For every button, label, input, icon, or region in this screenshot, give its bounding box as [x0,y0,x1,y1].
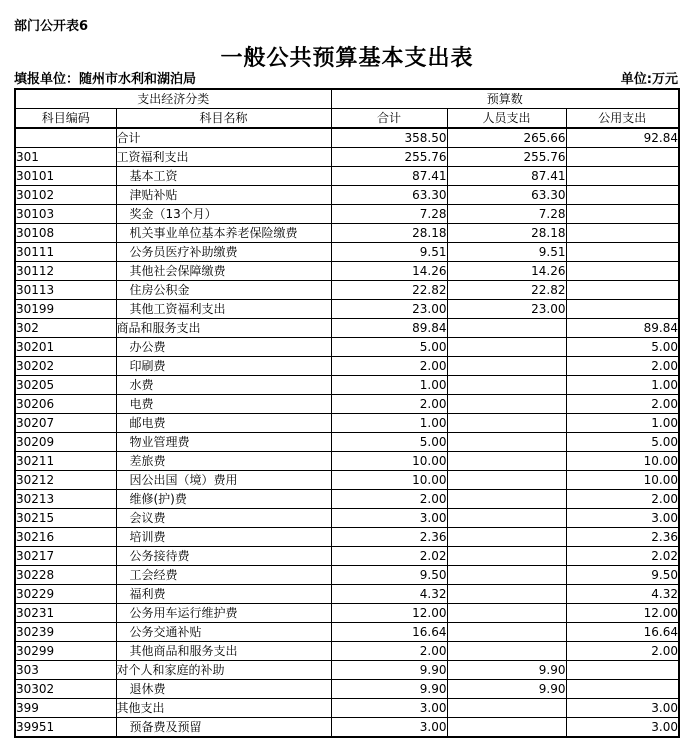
cell-personnel: 23.00 [447,300,566,319]
cell-subject-code: 30231 [15,604,116,623]
table-header [15,89,679,128]
cell-subject-code: 30211 [15,452,116,471]
cell-personnel [447,357,566,376]
cell-subject-code: 399 [15,699,116,718]
cell-public [566,224,679,243]
meta-row [14,68,678,87]
unit-label: 单位:万元 [620,72,678,87]
table-row [15,414,679,433]
cell-subject-name: 公务接待费 [116,547,331,566]
cell-subject-code: 30202 [15,357,116,376]
cell-subject-name: 差旅费 [116,452,331,471]
cell-total: 2.00 [331,395,447,414]
cell-public [566,186,679,205]
cell-public: 89.84 [566,319,679,338]
cell-subject-code: 30209 [15,433,116,452]
cell-total: 2.36 [331,528,447,547]
table-row [15,224,679,243]
cell-personnel [447,642,566,661]
page-title: 一般公共预算基本支出表 [220,46,474,71]
cell-total: 2.00 [331,357,447,376]
cell-subject-code: 30302 [15,680,116,699]
cell-total: 12.00 [331,604,447,623]
header-columns-row [15,109,679,129]
cell-total: 9.51 [331,243,447,262]
cell-subject-code: 30217 [15,547,116,566]
cell-subject-name: 维修(护)费 [116,490,331,509]
cell-personnel [447,699,566,718]
header-personnel-expenditure: 人员支出 [447,109,566,129]
cell-public: 1.00 [566,414,679,433]
cell-subject-name: 水费 [116,376,331,395]
cell-personnel: 265.66 [447,128,566,148]
table-row [15,661,679,680]
cell-personnel [447,547,566,566]
cell-total: 1.00 [331,414,447,433]
cell-personnel [447,433,566,452]
cell-subject-name: 工资福利支出 [116,148,331,167]
cell-public: 5.00 [566,338,679,357]
cell-subject-code: 30113 [15,281,116,300]
cell-personnel [447,319,566,338]
cell-personnel [447,718,566,738]
cell-public: 9.50 [566,566,679,585]
cell-subject-code: 30112 [15,262,116,281]
table-row [15,718,679,738]
cell-public: 16.64 [566,623,679,642]
cell-public: 3.00 [566,509,679,528]
table-row [15,281,679,300]
reporting-unit: 填报单位：随州市水利和湖泊局 [14,72,197,87]
header-subject-code: 科目编码 [15,109,116,129]
cell-public [566,148,679,167]
cell-total: 7.28 [331,205,447,224]
cell-subject-code: 30199 [15,300,116,319]
cell-total: 9.90 [331,680,447,699]
cell-personnel [447,566,566,585]
cell-personnel [447,623,566,642]
cell-total: 9.50 [331,566,447,585]
cell-subject-code: 30212 [15,471,116,490]
cell-total: 10.00 [331,471,447,490]
cell-total: 255.76 [331,148,447,167]
cell-personnel: 9.51 [447,243,566,262]
cell-public: 4.32 [566,585,679,604]
cell-public: 2.00 [566,395,679,414]
cell-subject-name: 津贴补贴 [116,186,331,205]
cell-total: 22.82 [331,281,447,300]
cell-public: 10.00 [566,471,679,490]
cell-total: 1.00 [331,376,447,395]
table-row [15,357,679,376]
cell-personnel [447,528,566,547]
cell-public [566,680,679,699]
cell-public [566,262,679,281]
table-row [15,604,679,623]
cell-subject-name: 公务员医疗补助缴费 [116,243,331,262]
cell-subject-name: 培训费 [116,528,331,547]
cell-subject-name: 基本工资 [116,167,331,186]
cell-total: 2.00 [331,642,447,661]
cell-subject-name: 商品和服务支出 [116,319,331,338]
cell-subject-name: 机关事业单位基本养老保险缴费 [116,224,331,243]
table-row [15,566,679,585]
cell-personnel [447,376,566,395]
cell-total: 9.90 [331,661,447,680]
cell-subject-name: 印刷费 [116,357,331,376]
cell-public: 92.84 [566,128,679,148]
cell-total: 28.18 [331,224,447,243]
cell-subject-code: 30299 [15,642,116,661]
cell-public: 2.00 [566,357,679,376]
cell-total: 10.00 [331,452,447,471]
cell-subject-code: 30102 [15,186,116,205]
cell-subject-code: 30101 [15,167,116,186]
cell-total: 3.00 [331,509,447,528]
cell-subject-code: 30228 [15,566,116,585]
table-row [15,490,679,509]
cell-subject-name: 预备费及预留 [116,718,331,738]
cell-subject-name: 其他支出 [116,699,331,718]
cell-total: 14.26 [331,262,447,281]
cell-personnel [447,509,566,528]
cell-public: 2.00 [566,490,679,509]
cell-subject-name: 对个人和家庭的补助 [116,661,331,680]
cell-personnel: 255.76 [447,148,566,167]
table-row [15,433,679,452]
cell-total: 5.00 [331,433,447,452]
table-row [15,148,679,167]
cell-personnel: 22.82 [447,281,566,300]
cell-subject-name: 物业管理费 [116,433,331,452]
cell-subject-name: 其他工资福利支出 [116,300,331,319]
cell-public: 2.00 [566,642,679,661]
cell-subject-code: 302 [15,319,116,338]
cell-subject-code: 301 [15,148,116,167]
cell-subject-name: 办公费 [116,338,331,357]
cell-subject-name: 福利费 [116,585,331,604]
cell-total: 87.41 [331,167,447,186]
cell-total: 63.30 [331,186,447,205]
cell-subject-name: 住房公积金 [116,281,331,300]
table-row [15,623,679,642]
cell-public: 2.36 [566,528,679,547]
cell-subject-name: 会议费 [116,509,331,528]
cell-subject-name: 其他社会保障缴费 [116,262,331,281]
table-row [15,528,679,547]
cell-public: 10.00 [566,452,679,471]
table-row [15,547,679,566]
cell-personnel: 28.18 [447,224,566,243]
cell-subject-name: 奖金（13个月） [116,205,331,224]
cell-subject-name: 邮电费 [116,414,331,433]
cell-personnel [447,585,566,604]
cell-public [566,300,679,319]
cell-subject-name: 其他商品和服务支出 [116,642,331,661]
table-row [15,128,679,148]
cell-subject-name: 公务用车运行维护费 [116,604,331,623]
cell-total: 4.32 [331,585,447,604]
table-row [15,205,679,224]
cell-subject-code: 30213 [15,490,116,509]
cell-subject-code: 30215 [15,509,116,528]
table-row [15,243,679,262]
cell-subject-code: 30108 [15,224,116,243]
cell-personnel [447,604,566,623]
cell-total: 3.00 [331,718,447,738]
table-row [15,186,679,205]
cell-public: 12.00 [566,604,679,623]
cell-personnel: 63.30 [447,186,566,205]
cell-personnel [447,395,566,414]
cell-subject-code: 30111 [15,243,116,262]
cell-subject-code: 39951 [15,718,116,738]
table-row [15,262,679,281]
cell-personnel: 9.90 [447,680,566,699]
header-expenditure-classification: 支出经济分类 [15,89,331,109]
cell-public: 2.02 [566,547,679,566]
cell-public [566,281,679,300]
cell-total: 3.00 [331,699,447,718]
cell-public: 3.00 [566,699,679,718]
cell-subject-code: 30216 [15,528,116,547]
cell-subject-name: 公务交通补贴 [116,623,331,642]
cell-subject-name: 合计 [116,128,331,148]
budget-table [14,88,680,738]
table-body [15,128,679,737]
cell-total: 2.02 [331,547,447,566]
cell-subject-code: 30103 [15,205,116,224]
table-row [15,395,679,414]
table-row [15,319,679,338]
cell-total: 358.50 [331,128,447,148]
cell-public: 1.00 [566,376,679,395]
table-row [15,471,679,490]
cell-subject-code: 30207 [15,414,116,433]
table-row [15,338,679,357]
cell-subject-code: 30239 [15,623,116,642]
header-subject-name: 科目名称 [116,109,331,129]
table-row [15,376,679,395]
cell-personnel [447,338,566,357]
cell-personnel: 7.28 [447,205,566,224]
cell-total: 89.84 [331,319,447,338]
cell-total: 5.00 [331,338,447,357]
cell-personnel [447,471,566,490]
cell-personnel: 87.41 [447,167,566,186]
table-row [15,167,679,186]
cell-public [566,243,679,262]
cell-subject-name: 电费 [116,395,331,414]
cell-subject-code: 30206 [15,395,116,414]
table-row [15,585,679,604]
cell-subject-name: 因公出国（境）费用 [116,471,331,490]
cell-total: 23.00 [331,300,447,319]
cell-personnel [447,414,566,433]
table-row [15,680,679,699]
cell-public: 3.00 [566,718,679,738]
header-total: 合计 [331,109,447,129]
header-budget-figures: 预算数 [331,89,679,109]
cell-personnel [447,490,566,509]
table-row [15,300,679,319]
cell-public [566,661,679,680]
cell-subject-code: 30201 [15,338,116,357]
table-row [15,509,679,528]
header-group-row [15,89,679,109]
table-row [15,642,679,661]
cell-subject-code: 30205 [15,376,116,395]
cell-total: 2.00 [331,490,447,509]
header-public-expenditure: 公用支出 [566,109,679,129]
cell-personnel: 14.26 [447,262,566,281]
table-row [15,699,679,718]
cell-public [566,205,679,224]
cell-total: 16.64 [331,623,447,642]
cell-personnel: 9.90 [447,661,566,680]
cell-public [566,167,679,186]
cell-subject-name: 工会经费 [116,566,331,585]
cell-subject-code: 30229 [15,585,116,604]
cell-subject-name: 退休费 [116,680,331,699]
table-row [15,452,679,471]
cell-personnel [447,452,566,471]
cell-subject-code: 303 [15,661,116,680]
doc-label: 部门公开表6 [14,19,89,34]
cell-public: 5.00 [566,433,679,452]
cell-subject-code [15,128,116,148]
